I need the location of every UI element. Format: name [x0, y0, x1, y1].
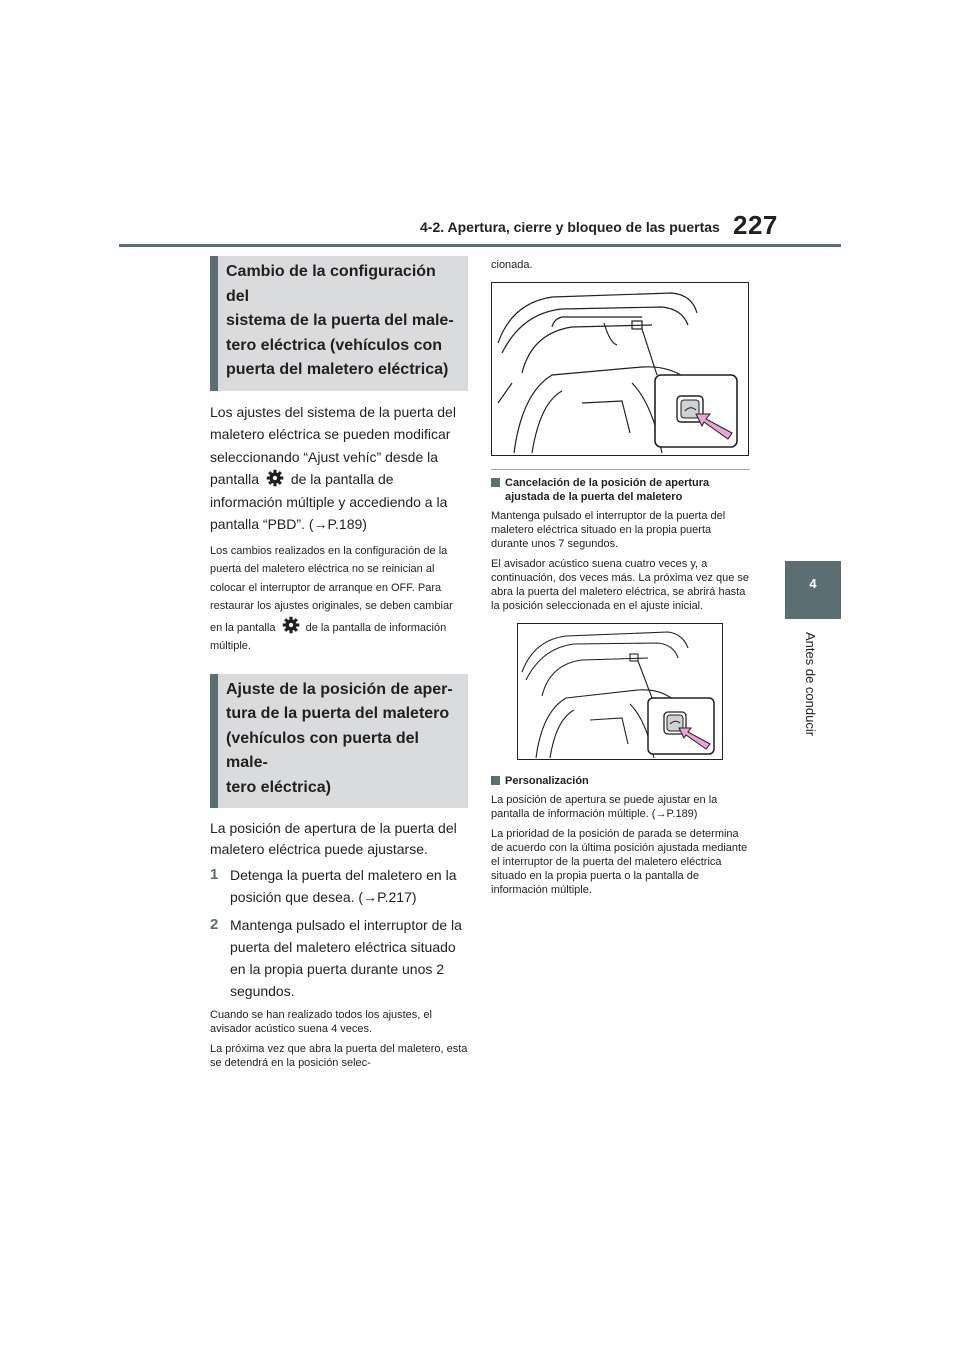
note-text: Los cambios realizados en la configuración de la puerta del maletero eléctrica no se reinician al colocar el interruptor de arranque en OFF. Para restaurar los ajustes originales, se deben cambiar en la pantalla: [210, 544, 453, 634]
heading-line: sistema de la puerta del male-: [226, 312, 454, 329]
note-paragraph: La próxima vez que abra la puerta del maletero, esta se detendrá en la posición selec-: [210, 1043, 468, 1069]
heading-line: Ajuste de la posición de aper-: [226, 680, 453, 698]
running-header-title: 4-2. Apertura, cierre y bloqueo de las puertas: [420, 219, 720, 235]
subsection-divider: [491, 469, 750, 470]
step-text: Mantenga pulsado el interruptor de la puerta del maletero eléctrica situado en la propia puerta durante unos 2 segundos.: [230, 917, 462, 999]
heading-line: tero eléctrica (vehículos con: [226, 336, 443, 354]
note-text: de la pantalla de información múltiple.: [210, 621, 447, 652]
square-bullet-icon: [491, 776, 500, 785]
heading-line: (vehículos con puerta del male-: [226, 729, 419, 771]
subsection-heading: [491, 774, 750, 788]
continuation-text: cionada.: [491, 259, 533, 271]
paragraph: [210, 401, 468, 536]
heading-line: puerta del maletero eléctrica): [226, 361, 449, 378]
subsection-title: Personalización: [505, 775, 589, 787]
heading-line: Cambio de la configuración del: [226, 263, 436, 305]
note-paragraph: [210, 542, 468, 656]
paragraph-text: de la pantalla de información múltiple y accediendo a la pantalla “PBD”. (→P.189): [210, 471, 448, 532]
section-heading-opening-position: [210, 674, 468, 809]
step-text: Detenga la puerta del maletero en la posición que desea. (→P.217): [230, 867, 457, 905]
section-heading-settings: [210, 256, 468, 391]
page-number: 227: [733, 210, 778, 240]
paragraph: La posición de apertura se puede ajustar en la pantalla de información múltiple. (→P.189): [491, 794, 718, 820]
paragraph-text: Los ajustes del sistema de la puerta del maletero eléctrica se pueden modificar seleccionando “Ajust vehíc” desde la pantalla: [210, 403, 456, 487]
paragraph: El avisador acústico suena cuatro veces y, a continuación, dos veces más. La próxima vez que se abra la puerta del maletero eléctrica, se abrirá hasta la posición seleccionada en el ajuste inicial.: [491, 558, 750, 612]
subsection-title: Cancelación de la posición de apertura ajustada de la puerta del maletero: [505, 477, 710, 503]
square-bullet-icon: [491, 478, 500, 487]
subsection-heading: [491, 476, 750, 504]
chapter-number: 4: [809, 576, 817, 591]
header-rule: [119, 244, 841, 247]
heading-line: tura de la puerta del maletero: [226, 705, 450, 722]
tailgate-switch-illustration: [491, 282, 749, 456]
step-number: 2: [210, 916, 219, 933]
paragraph: La prioridad de la posición de parada se determina de acuerdo con la última posición ajustada mediante el interruptor de la puerta del maletero eléctrica situado en la propia puerta o la pantalla de información múltiple.: [491, 828, 748, 896]
intro-paragraph: La posición de apertura de la puerta del maletero eléctrica puede ajustarse.: [210, 820, 457, 857]
right-column: [491, 256, 750, 903]
gear-icon: [282, 616, 300, 634]
step-item: [210, 864, 468, 908]
heading-line: tero eléctrica): [226, 778, 331, 796]
left-column: [210, 256, 468, 1076]
step-item: [210, 914, 468, 1002]
gear-icon: [266, 469, 284, 487]
tailgate-switch-illustration: [517, 623, 723, 760]
chapter-title: Antes de conducir: [803, 632, 818, 737]
step-number: 1: [210, 866, 219, 883]
note-paragraph: Cuando se han realizado todos los ajustes, el avisador acústico suena 4 veces.: [210, 1009, 432, 1035]
paragraph: Mantenga pulsado el interruptor de la puerta del maletero eléctrica situado en la propia puerta durante unos 7 segundos.: [491, 510, 726, 550]
